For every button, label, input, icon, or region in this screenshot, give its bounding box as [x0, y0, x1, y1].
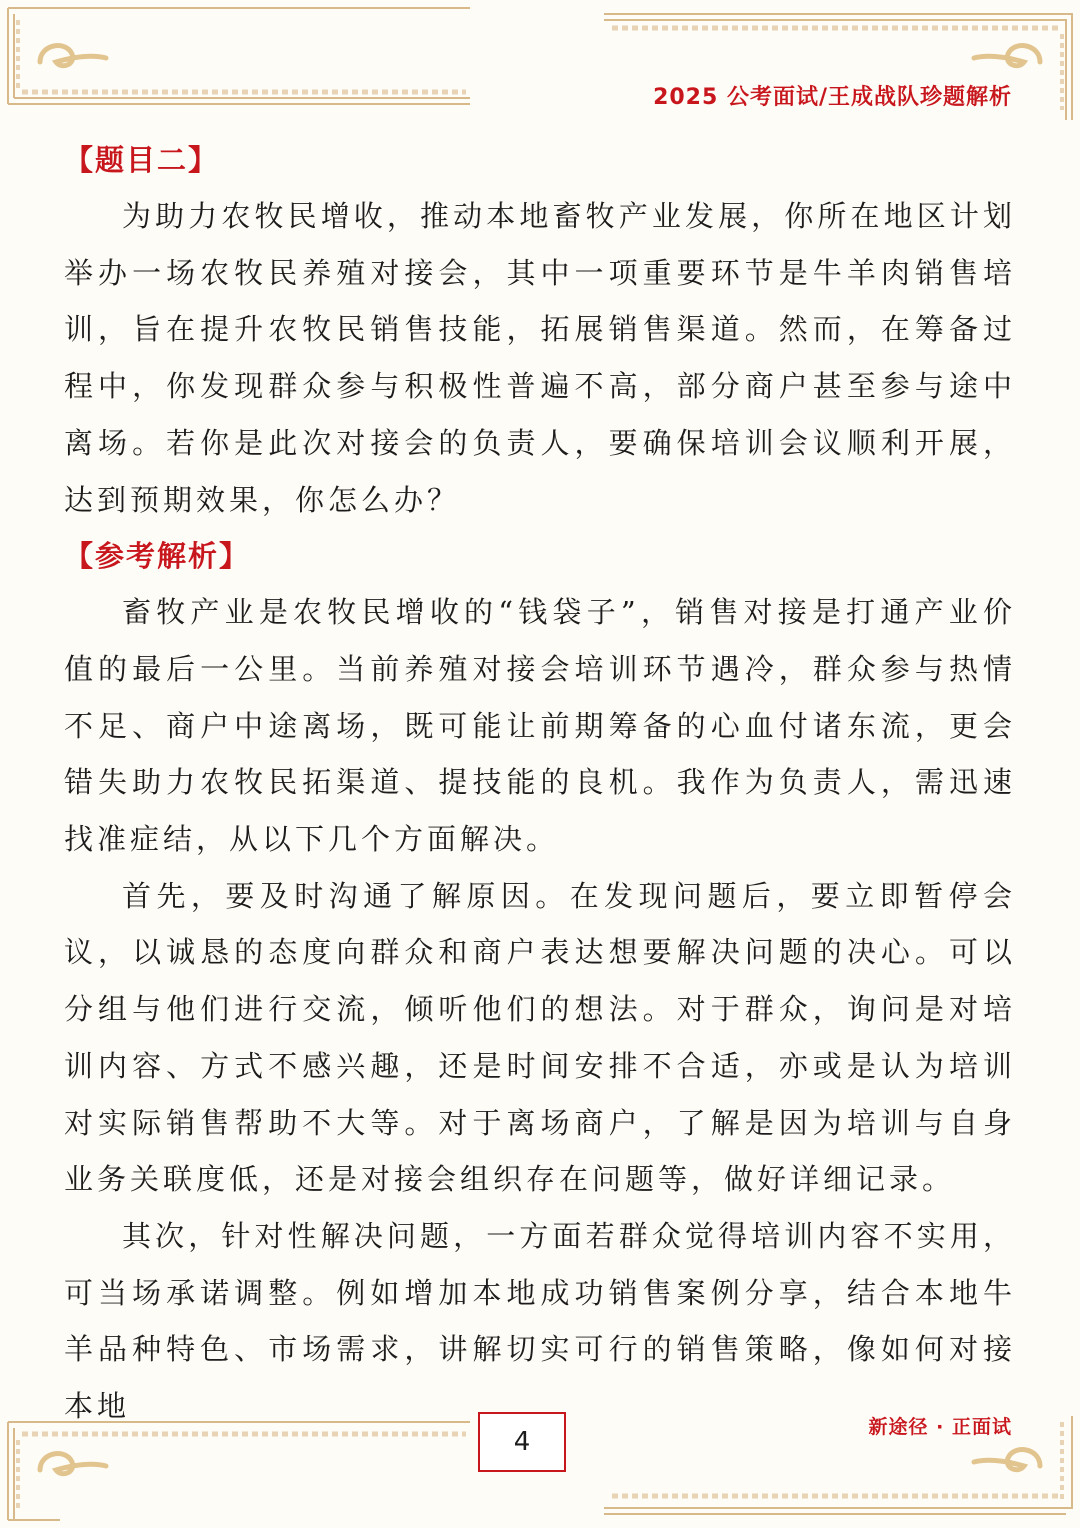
page-number: 4 [478, 1412, 566, 1472]
header-title: 2025 公考面试/王成战队珍题解析 [653, 85, 1012, 110]
section-heading-analysis: 【参考解析】 [64, 539, 251, 574]
analysis-paragraph-3: 其次，针对性解决问题，一方面若群众觉得培训内容不实用，可当场承诺调整。例如增加本地成功销售案例分享，结合本地牛羊品种特色、市场需求，讲解切实可行的销售策略，像如何对接本地 [64, 1218, 1016, 1424]
analysis-paragraph-1: 畜牧产业是农牧民增收的“钱袋子”，销售对接是打通产业价值的最后一公里。当前养殖对接会培训环节遇冷，群众参与热情不足、商户中途离场，既可能让前期筹备的心血付诸东流，更会错失助力农牧民拓渠道、提技能的良机。我作为负责人，需迅速找准症结，从以下几个方面解决。 [64, 595, 1016, 857]
footer-brand: 新途径 · 正面试 [868, 1416, 1012, 1438]
document-body [64, 132, 1016, 1435]
analysis-paragraph-2: 首先，要及时沟通了解原因。在发现问题后，要立即暂停会议，以诚恳的态度向群众和商户表达想要解决问题的决心。可以分组与他们进行交流，倾听他们的想法。对于群众，询问是对培训内容、方式不感兴趣，还是时间安排不合适，亦或是认为培训对实际销售帮助不大等。对于离场商户，了解是因为培训与自身业务关联度低，还是对接会组织存在问题等，做好详细记录。 [64, 878, 1016, 1197]
question-paragraph: 为助力农牧民增收，推动本地畜牧产业发展，你所在地区计划举办一场农牧民养殖对接会，其中一项重要环节是牛羊肉销售培训，旨在提升农牧民销售技能，拓展销售渠道。然而，在筹备过程中，你发现群众参与积极性普遍不高，部分商户甚至参与途中离场。若你是此次对接会的负责人，要确保培训会议顺利开展，达到预期效果，你怎么办？ [64, 199, 1016, 517]
section-heading-question: 【题目二】 [64, 143, 220, 177]
